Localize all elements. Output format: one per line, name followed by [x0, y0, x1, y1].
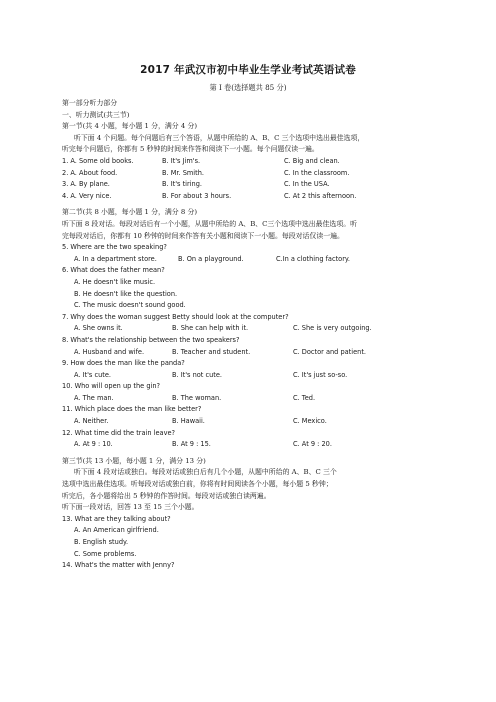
question-13-stem: 13. What are they talking about?	[62, 514, 171, 523]
question-14-stem: 14. What's the matter with Jenny?	[62, 561, 175, 570]
section3-heading: 第三节(共 13 小题，每小题 1 分，满分 13 分)	[62, 456, 206, 465]
question-4: 4. A. Very nice. B. For about 3 hours. C. At 2 this afternoon.	[62, 191, 357, 200]
question-1: 1. A. Some old books. B. It's Jim's. C. Big and clean.	[62, 157, 340, 165]
question-13-option-a: A. An American girlfriend.	[74, 526, 159, 535]
section2-instructions-line1: 听下面 8 段对话。每段对话后有一个小题，从题中所给的 A、B、C三个选项中选出最佳选项。听	[62, 219, 357, 228]
question-8-options: A. Husband and wife. B. Teacher and student. C. Doctor and patient.	[74, 347, 367, 356]
exam-title: 2017 年武汉市初中毕业生学业考试英语试卷	[140, 64, 356, 76]
question-11-options: A. Neither. B. Hawaii. C. Mexico.	[74, 417, 327, 426]
section3-instructions-line2: 选项中选出最佳选项。听每段对话或独白前，你将有时间阅读各个小题，每小题 5 秒钟；	[62, 480, 333, 489]
section1-heading: 第一节(共 4 小题，每小题 1 分，满分 4 分)	[62, 122, 198, 131]
section2-instructions-line2: 完每段对话后，你都有 10 秒钟的时间来作答有关小题和阅读下一小题。每段对话仅读一遍。	[62, 231, 344, 240]
question-7-options: A. She owns it. B. She can help with it. C. She is very outgoing.	[74, 324, 372, 333]
question-2: 2. A. About food. B. Mr. Smith. C. In the classroom.	[62, 168, 350, 177]
question-11-stem: 11. Which place does the man like better?	[62, 405, 202, 414]
question-8-stem: 8. What's the relationship between the two speakers?	[62, 335, 240, 344]
question-6-option-b: B. He doesn't like the question.	[74, 289, 178, 298]
part-heading: 第一部分听力部分	[62, 99, 118, 107]
section1-questions	[62, 156, 447, 572]
question-6-option-c: C. The music doesn't sound good.	[74, 301, 186, 310]
question-7-stem: 7. Why does the woman suggest Betty should look at the computer?	[62, 312, 289, 321]
section1-instructions-line2: 听完每个问题后，你都有 5 秒钟的时间来作答和阅读下一小题。每个问题仅读一遍。	[62, 145, 319, 154]
question-13-option-b: B. English study.	[74, 538, 129, 546]
question-9-stem: 9. How does the man like the panda?	[62, 359, 185, 368]
question-3: 3. A. By plane. B. It's tiring. C. In the USA.	[62, 180, 330, 189]
question-10-options: A. The man. B. The woman. C. Ted.	[74, 393, 316, 402]
question-9-options: A. It's cute. B. It's not cute. C. It's just so-so.	[74, 370, 348, 379]
question-6-option-a: A. He doesn't like music.	[74, 277, 156, 286]
paper-subtitle: 第 I 卷(选择题共 85 分)	[209, 83, 287, 92]
question-5-stem: 5. Where are the two speaking?	[62, 243, 167, 252]
section3-instructions-line1: 听下面 4 段对话或独白。每段对话或独白后有几个小题，从题中所给的 A、B、C 三个	[74, 468, 337, 477]
question-6-stem: 6. What does the father mean?	[62, 266, 165, 275]
question-12-options: A. At 9 : 10. B. At 9 : 15. C. At 9 : 20.	[74, 440, 332, 449]
section3-instructions-line3: 听完后，各小题将给出 5 秒钟的作答时间。每段对话或独白读两遍。	[62, 491, 271, 500]
section3-instructions-line4: 听下面一段对话，回答 13 至 15 三个小题。	[62, 503, 199, 512]
question-5-options: A. In a department store. B. On a playground. C.In a clothing factory.	[74, 254, 350, 263]
exam-body	[62, 98, 447, 156]
question-13-option-c: C. Some problems.	[74, 549, 137, 558]
section1-instructions-line1: 听下面 4 个问题。每个问题后有三个答语，从题中所给的 A、B、C 三个选项中选出最佳选项，	[74, 133, 365, 142]
question-10-stem: 10. Who will open up the gin?	[62, 382, 161, 391]
section2-heading: 第二节(共 8 小题，每小题 1 分，满分 8 分)	[62, 208, 198, 217]
question-12-stem: 12. What time did the train leave?	[62, 428, 176, 437]
section-heading: 一、听力测试(共三节)	[62, 110, 130, 119]
